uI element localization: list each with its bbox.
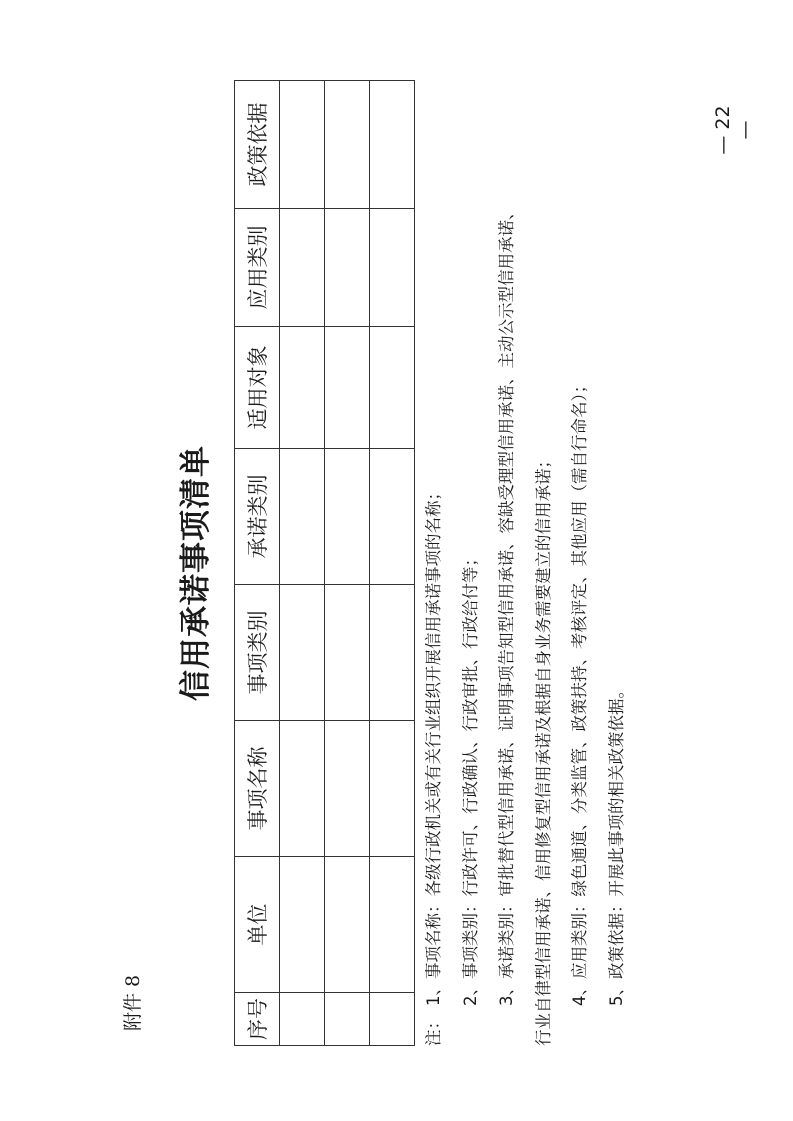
table-cell — [325, 857, 370, 993]
commitment-table — [234, 80, 415, 1046]
table-cell — [325, 81, 370, 209]
table-cell — [325, 585, 370, 721]
header-unit: 单位 — [235, 857, 280, 993]
table-cell — [370, 81, 415, 209]
table-cell — [370, 449, 415, 585]
table-cell — [280, 327, 325, 449]
note-text: 5、政策依据：开展此事项的相关政策依据。 — [606, 682, 626, 1006]
table-row — [280, 81, 325, 1046]
note-line — [453, 46, 490, 1046]
table-cell — [370, 721, 415, 857]
note-text: 4、应用类别：绿色通道、分类监管、政策扶持、考核评定、其他应用（需自行命名）； — [570, 376, 589, 1006]
header-applicable-object: 适用对象 — [235, 327, 280, 449]
notes-prefix: 注： — [424, 1013, 443, 1046]
note-text: 行业自律型信用承诺、信用修复型信用承诺及根据自身业务需要建立的信用承诺； — [533, 452, 553, 1046]
note-text: 2、事项类别：行政许可、行政确认、行政审批、行政给付等； — [460, 550, 480, 1006]
table-cell — [280, 721, 325, 857]
note-text: 1、事项名称：各级行政机关或有关行业组织开展信用承诺事项的名称； — [424, 484, 443, 1006]
table-cell — [280, 449, 325, 585]
attachment-label: 附件 8 — [122, 974, 144, 1031]
table-cell — [325, 209, 370, 327]
header-application-category: 应用类别 — [235, 209, 280, 327]
table-cell — [280, 993, 325, 1046]
header-item-name: 事项名称 — [235, 721, 280, 857]
page-number: — 22 — — [712, 105, 756, 155]
table-header-row — [235, 81, 280, 1046]
table-cell — [370, 993, 415, 1046]
note-line — [489, 46, 526, 1046]
note-line — [599, 46, 636, 1046]
table-row — [370, 81, 415, 1046]
table-cell — [325, 327, 370, 449]
table-cell — [370, 585, 415, 721]
table-cell — [280, 209, 325, 327]
note-line — [526, 46, 563, 1046]
note-line — [562, 46, 599, 1046]
table-cell — [370, 327, 415, 449]
table-cell — [280, 585, 325, 721]
table-cell — [280, 857, 325, 993]
table-cell — [370, 209, 415, 327]
table-cell — [325, 993, 370, 1046]
table-cell — [325, 721, 370, 857]
note-text: 3、承诺类别：审批替代型信用承诺、证明事项告知型信用承诺、容缺受理型信用承诺、主动公示型信用承诺、 — [497, 203, 516, 1006]
table-cell — [280, 81, 325, 209]
header-commitment-category: 承诺类别 — [235, 449, 280, 585]
header-policy-basis: 政策依据 — [235, 81, 280, 209]
note-line — [416, 46, 453, 1046]
table-row — [325, 81, 370, 1046]
notes-section — [416, 46, 635, 1046]
page-title: 信用承诺事项清单 — [178, 445, 214, 701]
header-index: 序号 — [235, 993, 280, 1046]
header-item-category: 事项类别 — [235, 585, 280, 721]
table-cell — [325, 449, 370, 585]
table-cell — [370, 857, 415, 993]
